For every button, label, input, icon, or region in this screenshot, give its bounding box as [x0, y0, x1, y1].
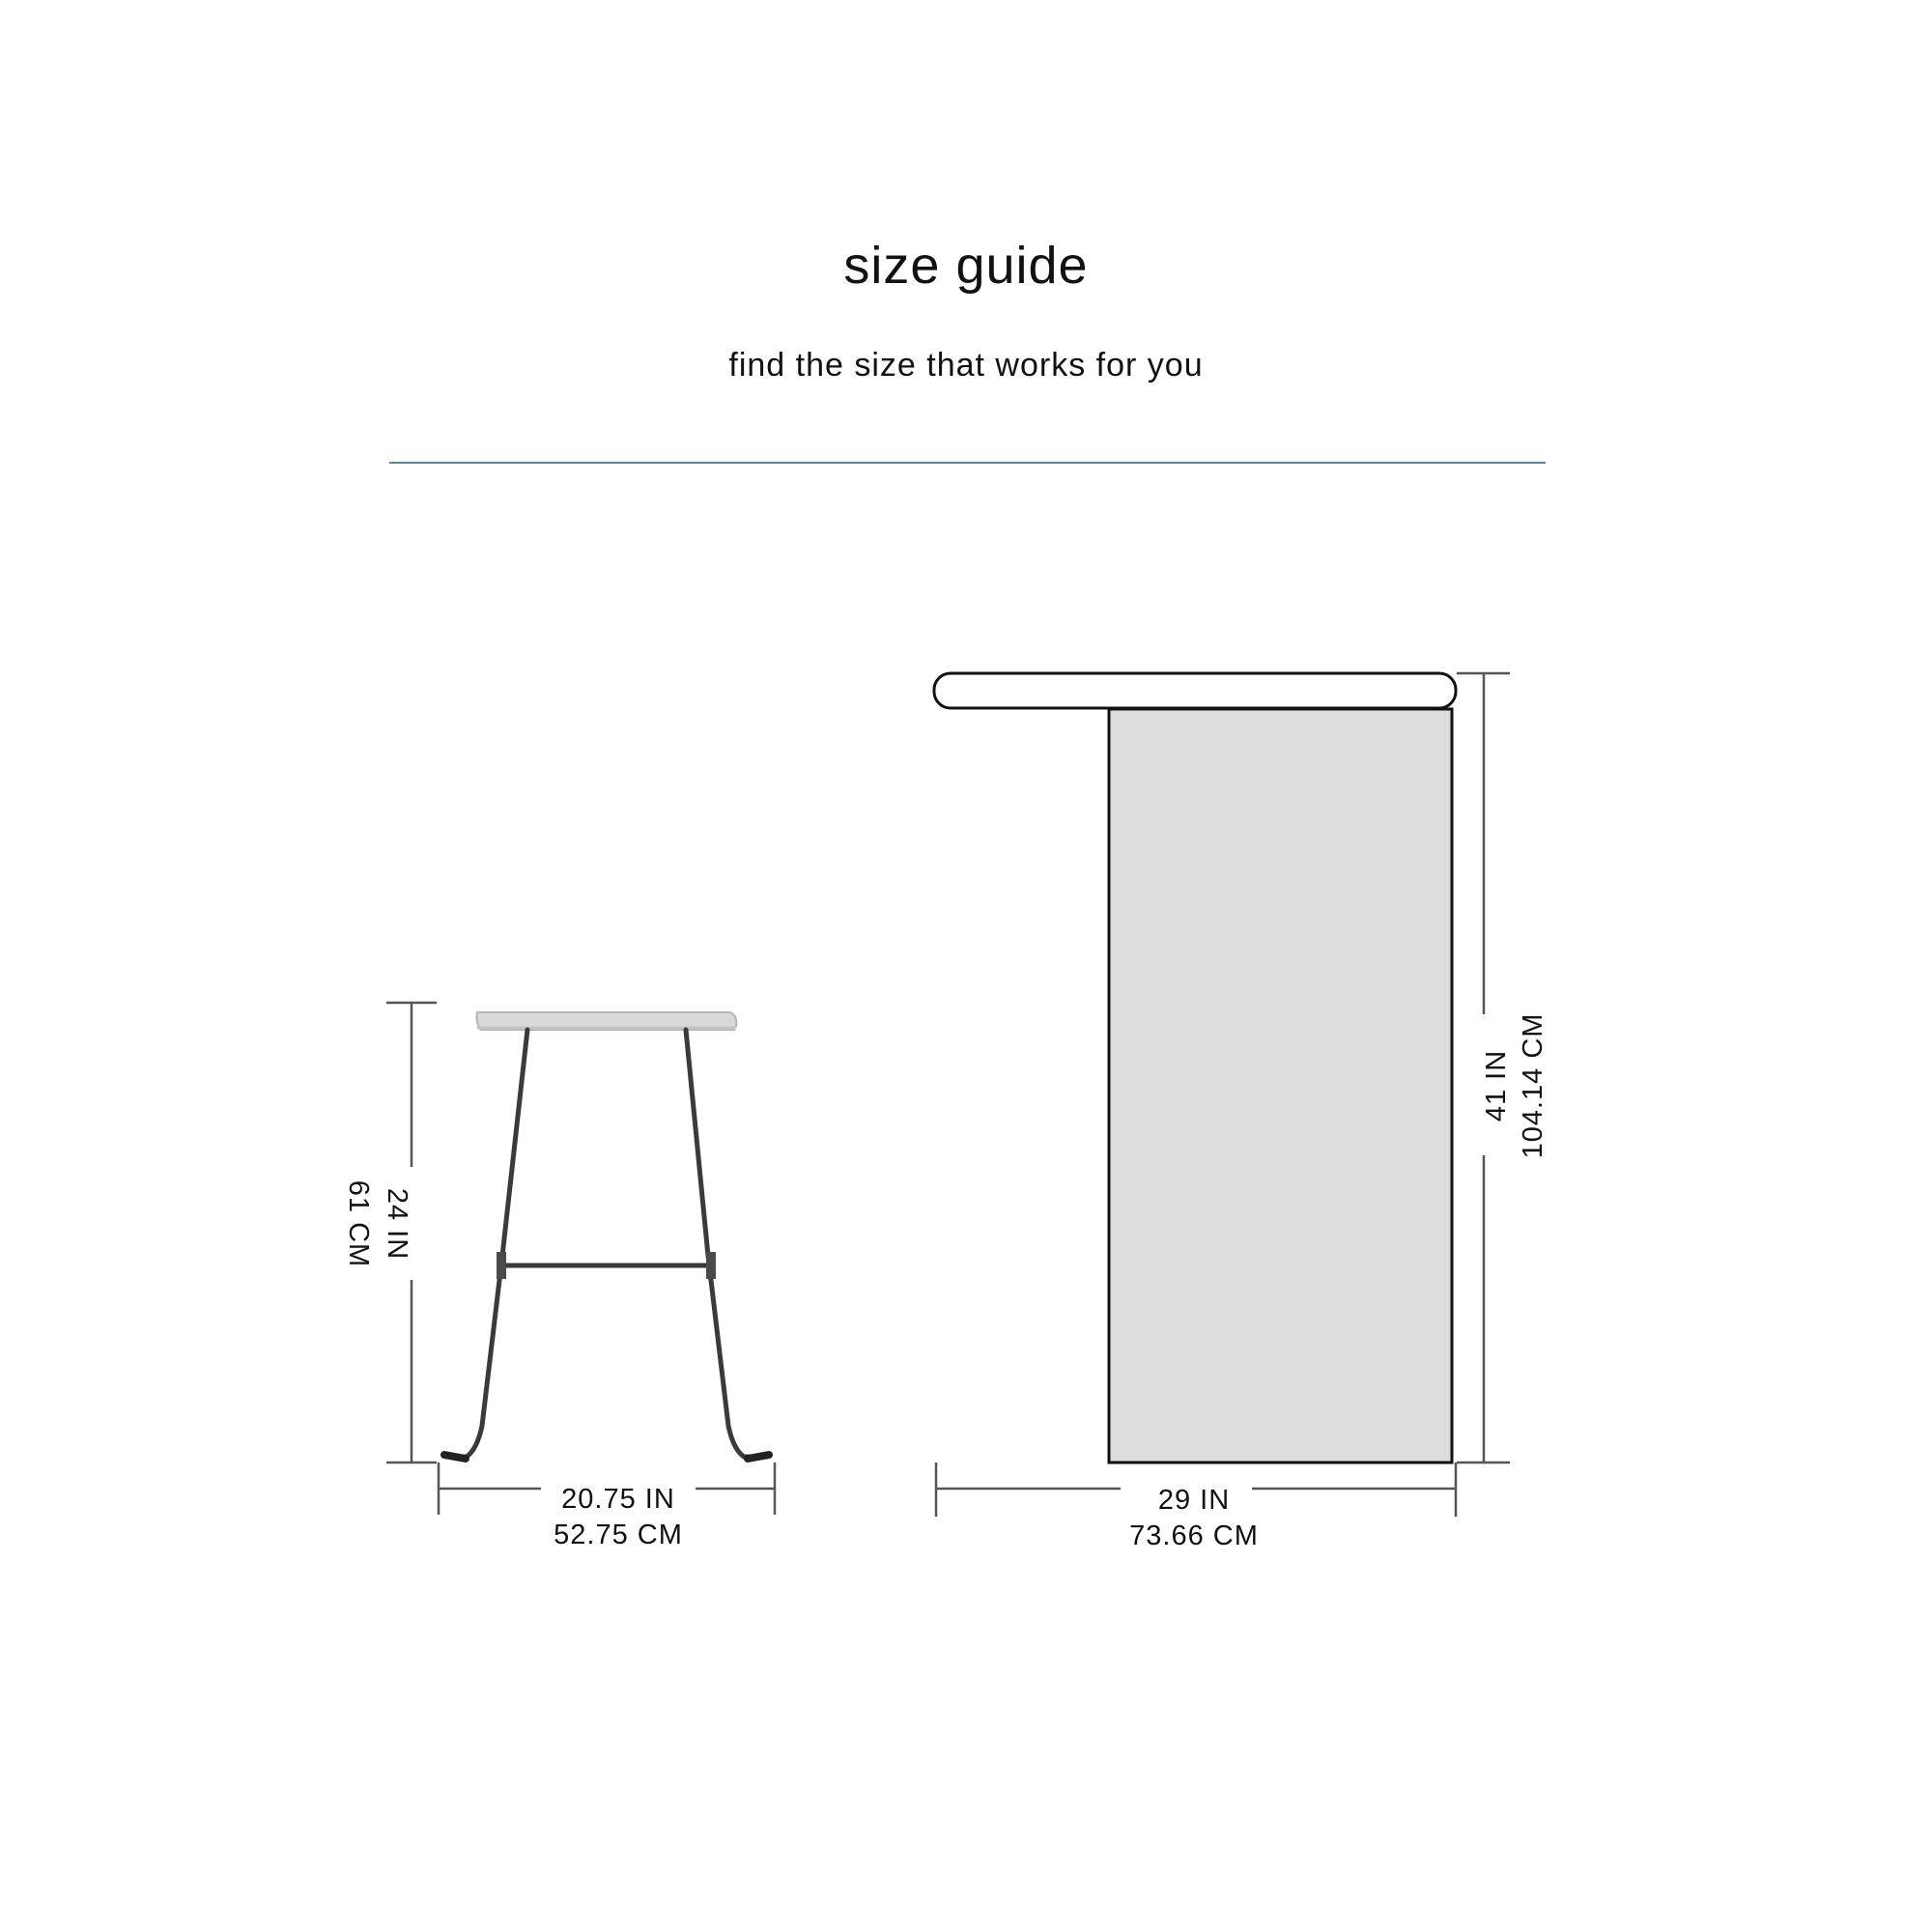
- table-width-in: 29 IN: [1157, 1485, 1231, 1516]
- table-body: [1109, 709, 1452, 1463]
- stool-width-dimension: [439, 1463, 775, 1550]
- table-height-in: 41 IN: [1481, 1049, 1512, 1122]
- table-top: [934, 673, 1456, 708]
- stool-right-leg: [686, 1030, 767, 1457]
- table-width-cm: 73.66 CM: [1129, 1520, 1259, 1551]
- stool-height-in: 24 IN: [382, 1187, 412, 1261]
- stool-height-cm: 61 CM: [343, 1179, 374, 1268]
- stool-left-foot: [444, 1455, 466, 1459]
- stool-illustration: [444, 1012, 769, 1459]
- table-illustration: [934, 673, 1456, 1463]
- stool-crossbar-joint-right: [706, 1252, 716, 1279]
- page-title: size guide: [843, 237, 1089, 295]
- table-height-dimension: [1457, 673, 1548, 1463]
- stool-right-foot: [748, 1455, 769, 1459]
- stool-crossbar-joint-left: [497, 1252, 506, 1279]
- page-subtitle: find the size that works for you: [728, 347, 1204, 384]
- stool-left-leg: [446, 1030, 527, 1457]
- stool-height-dimension: [343, 1003, 437, 1463]
- stool-width-in: 20.75 IN: [561, 1484, 675, 1515]
- stool-width-cm: 52.75 CM: [554, 1520, 683, 1550]
- table-width-dimension: [936, 1463, 1456, 1551]
- table-height-cm: 104.14 CM: [1518, 1012, 1548, 1159]
